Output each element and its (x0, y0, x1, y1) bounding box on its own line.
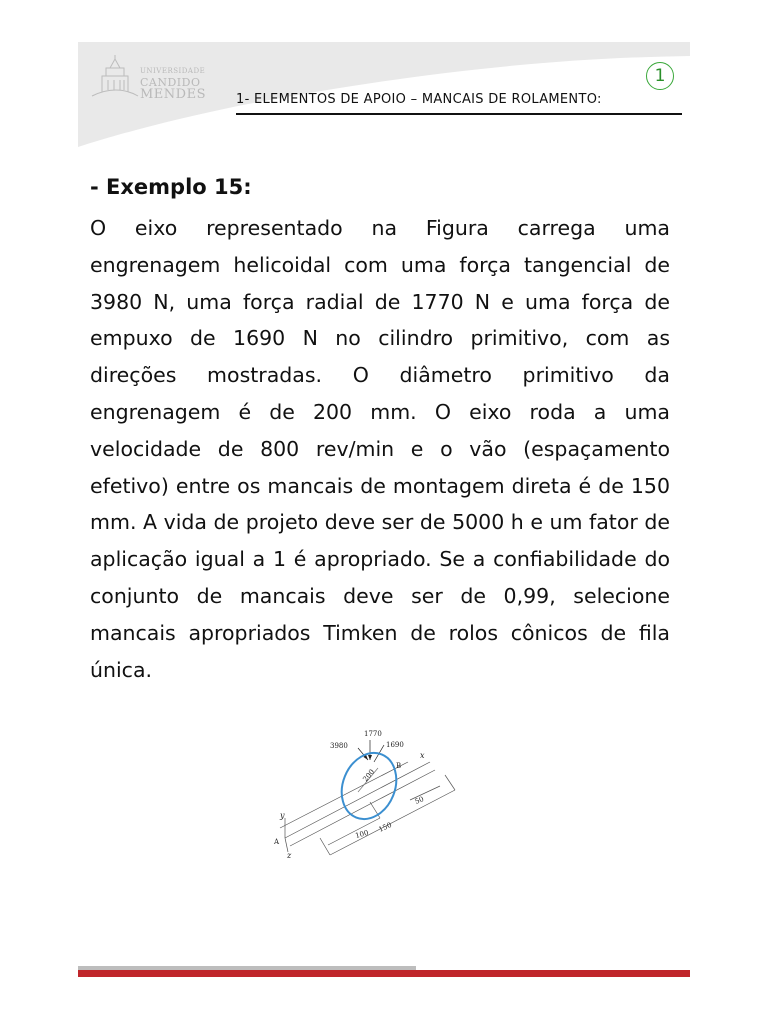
shaft-edge-top (280, 762, 408, 828)
dim-line-150 (330, 790, 455, 855)
logo-line-1: UNIVERSIDADE (140, 67, 206, 75)
label-point-a: A (274, 838, 280, 846)
label-tangential-force: 3980 (330, 742, 348, 750)
label-point-b: B (396, 762, 402, 770)
page-number-badge: 1 (646, 62, 674, 90)
example-title: - Exemplo 15: (90, 175, 252, 199)
label-dim-100: 100 (354, 828, 370, 840)
example-body-text: O eixo representado na Figura carrega uma engrenagem helicoidal com uma força tangencial de 3980 N, uma força radial de 1770 N e uma força de empuxo de 1690 N no cilindro primitivo, com as direções mostradas. O diâmetro primitivo da engrenagem é de 200 mm. O eixo roda a uma velocidade de 800 rev/min e o vão (espaçamento efetivo) entre os mancais de montagem direta é de 150 mm. A vida de projeto deve ser de 5000 h e um fator de aplicação igual a 1 é apropriado. Se a confiabilidade do conjunto de mancais deve ser de 0,99, selecione mancais apropriados Timken de rolos cônicos de fila única. (90, 216, 670, 682)
label-axis-y: y (280, 811, 285, 820)
label-dim-150: 150 (377, 820, 393, 834)
extension-line-a (320, 838, 330, 855)
label-thrust-force: 1690 (386, 741, 404, 749)
section-title-underline (236, 113, 682, 115)
label-radial-force: 1770 (364, 730, 382, 738)
arrow-head-radial (368, 755, 372, 760)
label-axis-z: z (287, 851, 292, 860)
extension-line-b (445, 775, 455, 790)
university-logo-text (140, 68, 206, 101)
label-diameter: 200 (361, 767, 377, 784)
section-title: 1- ELEMENTOS DE APOIO – MANCAIS DE ROLAMENTO: (236, 92, 602, 107)
z-axis-line (285, 838, 288, 852)
footer-red-bar (78, 970, 690, 977)
logo-line-2: CANDIDO (140, 76, 201, 89)
label-dim-50: 50 (413, 795, 426, 806)
label-axis-x: x (420, 751, 425, 760)
logo-line-3: MENDES (140, 87, 206, 102)
shaft-figure (260, 720, 480, 870)
shaft-axis-line (285, 762, 430, 838)
